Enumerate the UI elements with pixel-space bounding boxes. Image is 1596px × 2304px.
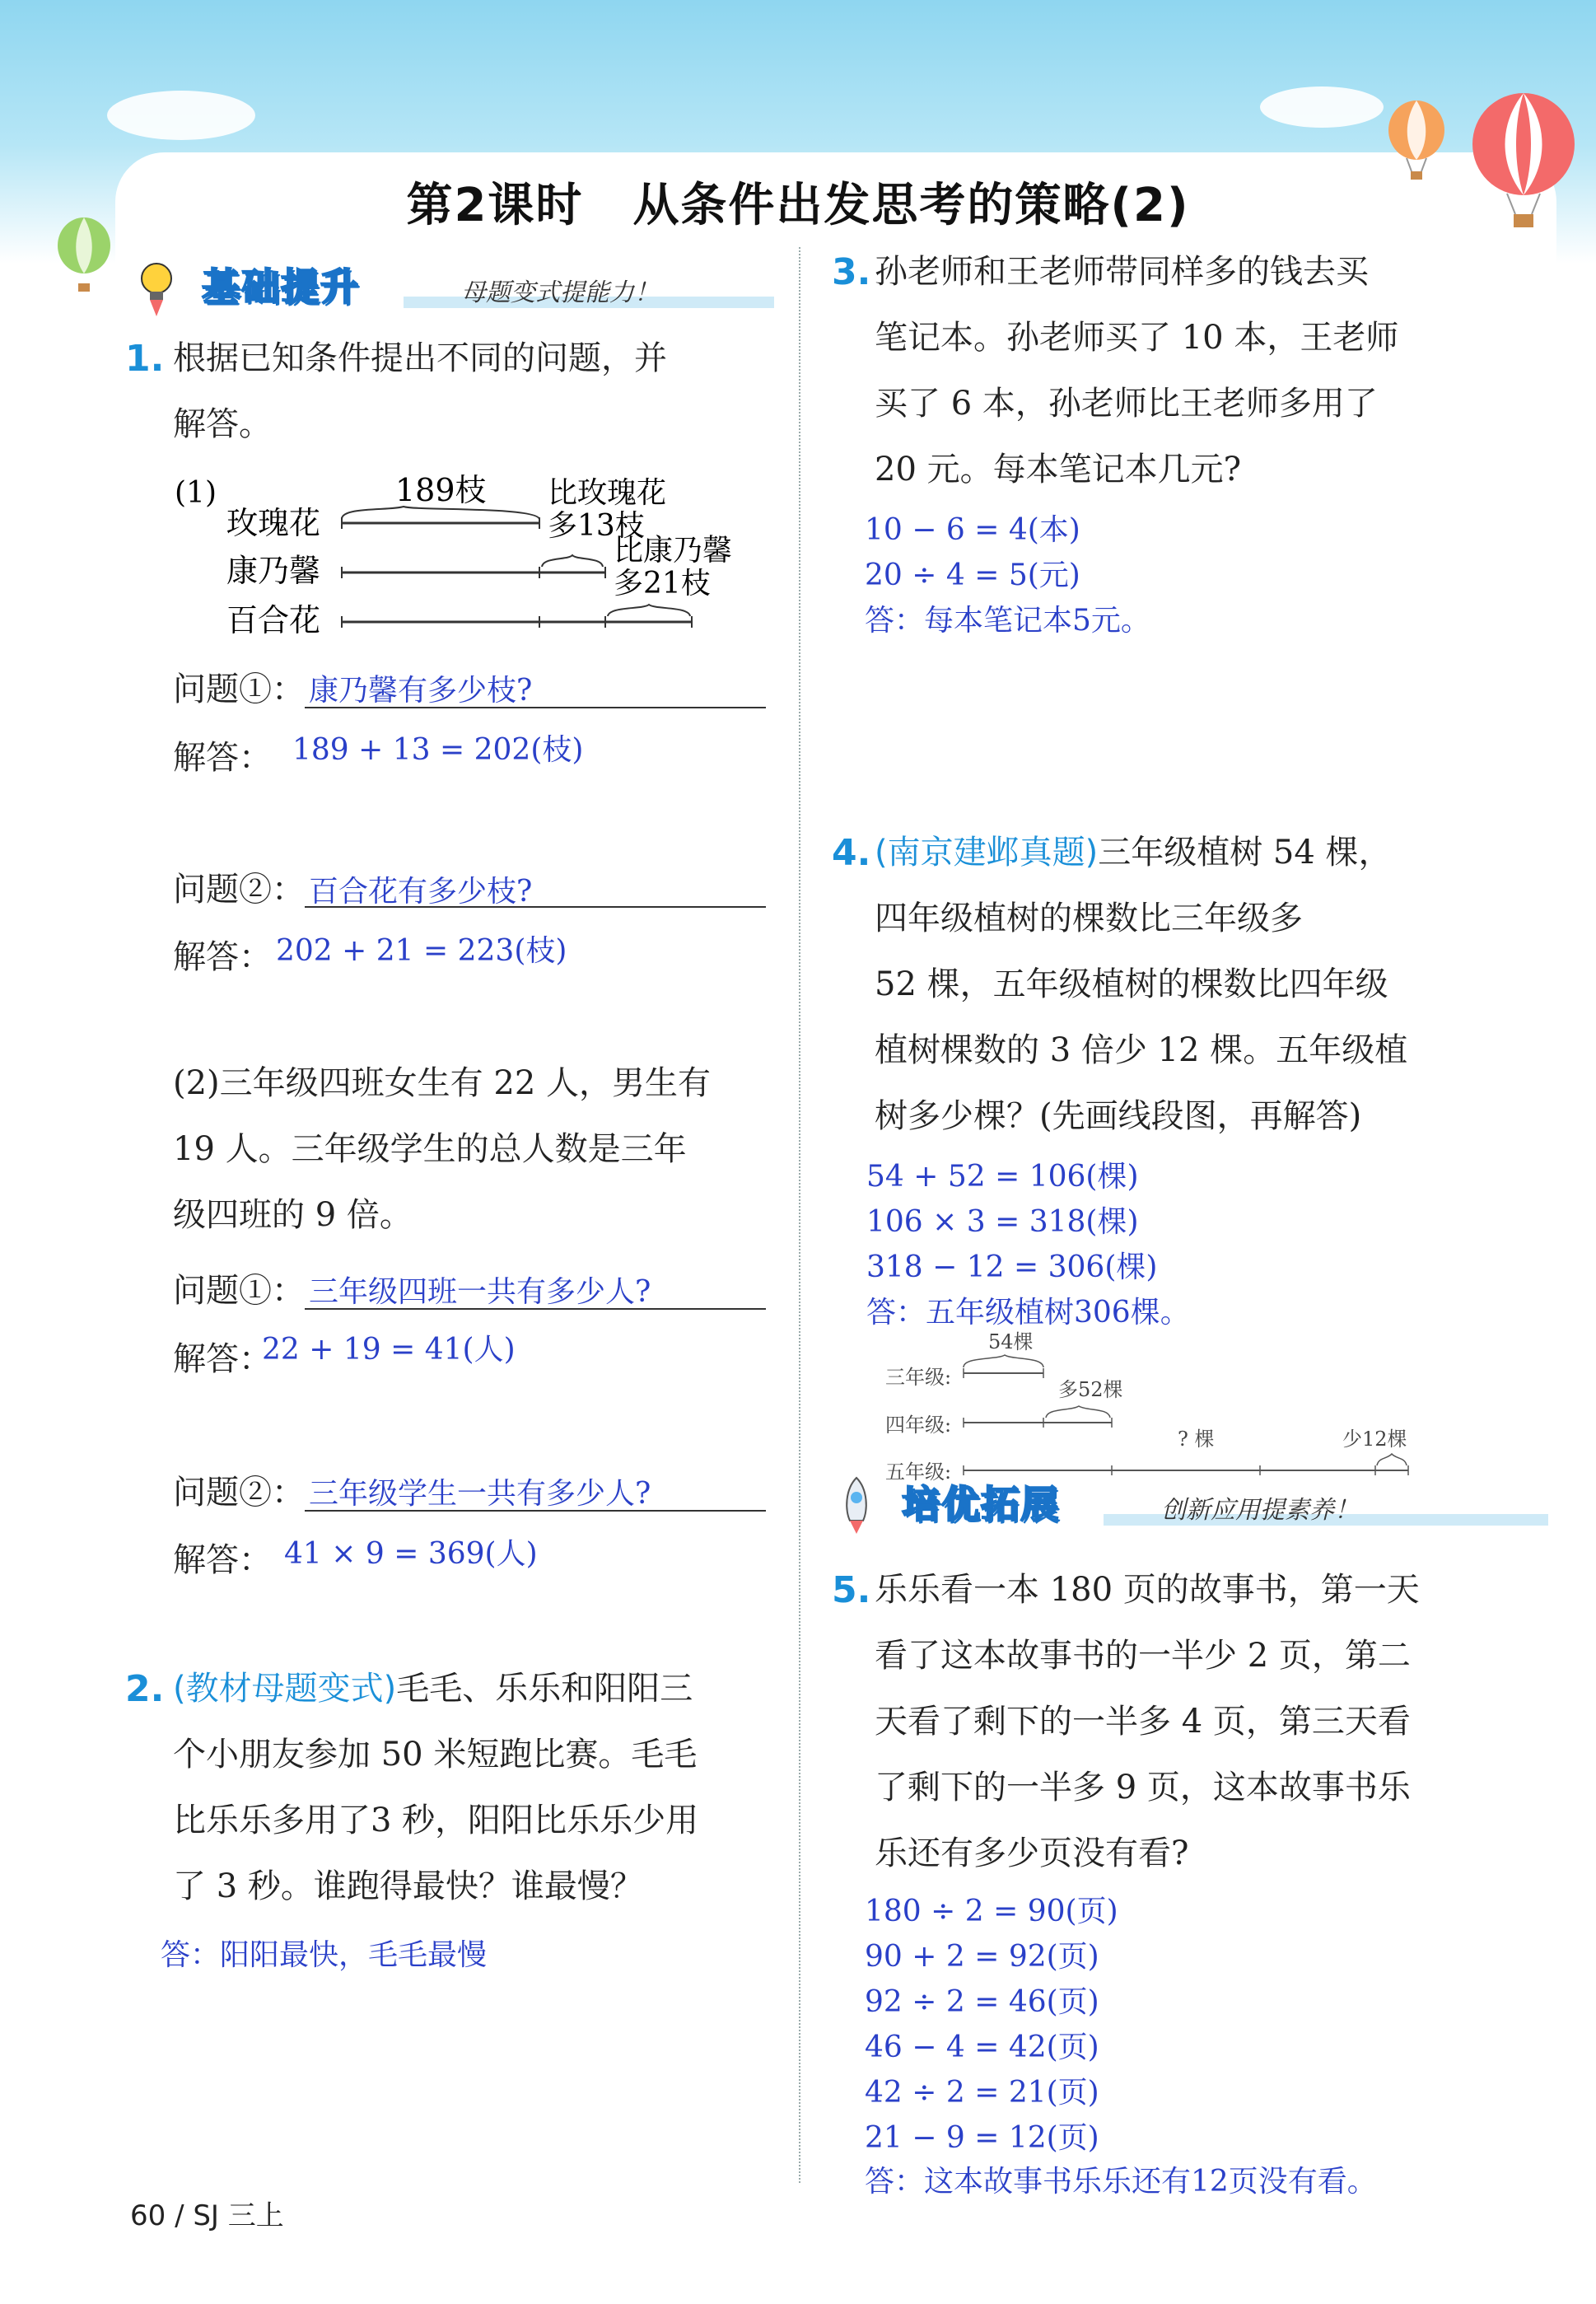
segment-diagram-flowers — [165, 470, 758, 651]
question-source: (教材母题变式) — [173, 1670, 397, 1708]
handwritten-answer: 90 + 2 = 92(页) — [865, 1940, 1099, 1974]
lightbulb-rocket-icon — [132, 257, 181, 319]
question-label: 问题①： — [173, 1272, 305, 1310]
handwritten-answer: 三年级学生一共有多少人? — [309, 1477, 651, 1511]
handwritten-answer: 百合花有多少枝? — [309, 875, 533, 909]
answer-label: 解答： — [173, 1340, 272, 1378]
section-header-basic — [132, 257, 774, 315]
section-tagline: 母题变式提能力！ — [461, 278, 659, 307]
question-source: (南京建邺真题) — [875, 834, 1099, 872]
question-text: 孙老师和王老师带同样多的钱去买 笔记本。孙老师买了 10 本，王老师 买了 6 本，孙老师比王老师多用了 20 元。每本笔记本几元? — [875, 253, 1399, 488]
label-lily: 百合花 — [226, 602, 321, 638]
question-number: 4. — [832, 832, 871, 874]
label-grade3: 三年级: — [885, 1366, 952, 1389]
answer-label: 解答： — [173, 1541, 272, 1579]
handwritten-answer: 106 × 3 = 318(棵) — [866, 1205, 1139, 1239]
handwritten-answer: 180 ÷ 2 = 90(页) — [865, 1895, 1118, 1928]
section-tagline: 创新应用提素养！ — [1161, 1496, 1359, 1525]
question-number: 2. — [125, 1668, 165, 1710]
question-label: 问题①： — [173, 671, 305, 708]
label-carnation: 康乃馨 — [226, 553, 321, 589]
question-text: (教材母题变式)毛毛、乐乐和阳阳三 个小朋友参加 50 米短跑比赛。毛毛 比乐乐多用了3 秒，阳阳比乐乐少用 了 3 秒。谁跑得最快？谁最慢？ — [173, 1670, 699, 1905]
question-number: 3. — [832, 251, 871, 293]
handwritten-answer: 22 + 19 = 41(人) — [262, 1333, 516, 1367]
answer-label: 解答： — [173, 938, 272, 976]
label-rose-count: 189枝 — [395, 472, 487, 508]
handwritten-answer: 189 + 13 = 202(枝) — [292, 733, 584, 767]
handwritten-answer: 42 ÷ 2 = 21(页) — [865, 2076, 1099, 2110]
handwritten-answer: 答：这本故事书乐乐还有12页没有看。 — [865, 2165, 1377, 2199]
question-number: 1. — [125, 338, 165, 380]
label-less-12: 少12棵 — [1342, 1428, 1407, 1451]
handwritten-answer: 答：阳阳最快，毛毛最慢 — [161, 1938, 488, 1972]
handwritten-answer: 答：每本笔记本5元。 — [865, 604, 1150, 638]
note-rose-more-2: 多13枝 — [548, 509, 645, 543]
label-grade5: 五年级: — [885, 1460, 952, 1484]
cloud — [107, 91, 255, 140]
question-text: (南京建邺真题)三年级植树 54 棵， 四年级植树的棵数比三年级多 52 棵，五年级植树的棵数比四年级 植树棵数的 3 倍少 12 棵。五年级植 树多少棵？(先画线段图，再解答) — [875, 834, 1408, 1135]
handwritten-answer: 21 − 9 = 12(页) — [865, 2121, 1099, 2155]
note-carnation-more-2: 多21枝 — [614, 567, 711, 601]
handwritten-answer: 答：五年级植树306棵。 — [866, 1296, 1190, 1330]
rocket-icon — [832, 1474, 881, 1536]
handwritten-answer: 康乃馨有多少枝? — [309, 674, 533, 708]
question-number: 5. — [832, 1569, 871, 1611]
label-rose: 玫瑰花 — [226, 505, 321, 541]
label-grade4: 四年级: — [885, 1414, 952, 1437]
handwritten-answer: 10 − 6 = 4(本) — [865, 513, 1080, 547]
answer-label: 解答： — [173, 739, 272, 777]
note-carnation-more: 比康乃馨 — [614, 534, 733, 568]
cloud — [1260, 86, 1384, 128]
handwritten-answer: 41 × 9 = 369(人) — [284, 1537, 538, 1571]
note-rose-more: 比玫瑰花 — [548, 476, 667, 510]
question-label: 问题②： — [173, 871, 305, 909]
question-text: (2)三年级四班女生有 22 人，男生有 19 人。三年级学生的总人数是三年 级四班的 9 倍。 — [173, 1064, 711, 1234]
label-54: 54棵 — [988, 1330, 1034, 1353]
handwritten-answer: 54 + 52 = 106(棵) — [866, 1160, 1139, 1194]
handwritten-answer: 92 ÷ 2 = 46(页) — [865, 1985, 1099, 2019]
handwritten-answer: 202 + 21 = 223(枝) — [276, 934, 567, 968]
question-label: 问题②： — [173, 1474, 305, 1512]
label-unknown: ? 棵 — [1178, 1428, 1215, 1451]
label-more-52: 多52棵 — [1058, 1378, 1123, 1401]
section-badge: 基础提升 — [202, 264, 360, 309]
section-badge: 培优拓展 — [902, 1482, 1060, 1526]
handwritten-answer: 三年级四班一共有多少人? — [309, 1275, 651, 1309]
column-divider — [799, 247, 800, 2183]
section-header-advanced — [832, 1474, 1556, 1532]
page-footer: 60 / SJ 三上 — [130, 2199, 284, 2232]
page-title: 第2课时 从条件出发思考的策略(2) — [406, 179, 1190, 232]
question-text: 乐乐看一本 180 页的故事书，第一天 看了这本故事书的一半少 2 页，第二 天看了剩下的一半多 4 页，第三天看 了剩下的一半多 9 页，这本故事书乐 乐还有多少页没有看? — [875, 1571, 1420, 1872]
part-tag: (1) — [175, 476, 217, 510]
question-text: 根据已知条件提出不同的问题，并 解答。 — [173, 339, 667, 443]
segment-diagram-trees — [881, 1330, 1425, 1495]
handwritten-answer: 318 − 12 = 306(棵) — [866, 1250, 1158, 1284]
handwritten-answer: 20 ÷ 4 = 5(元) — [865, 558, 1080, 592]
handwritten-answer: 46 − 4 = 42(页) — [865, 2031, 1099, 2064]
